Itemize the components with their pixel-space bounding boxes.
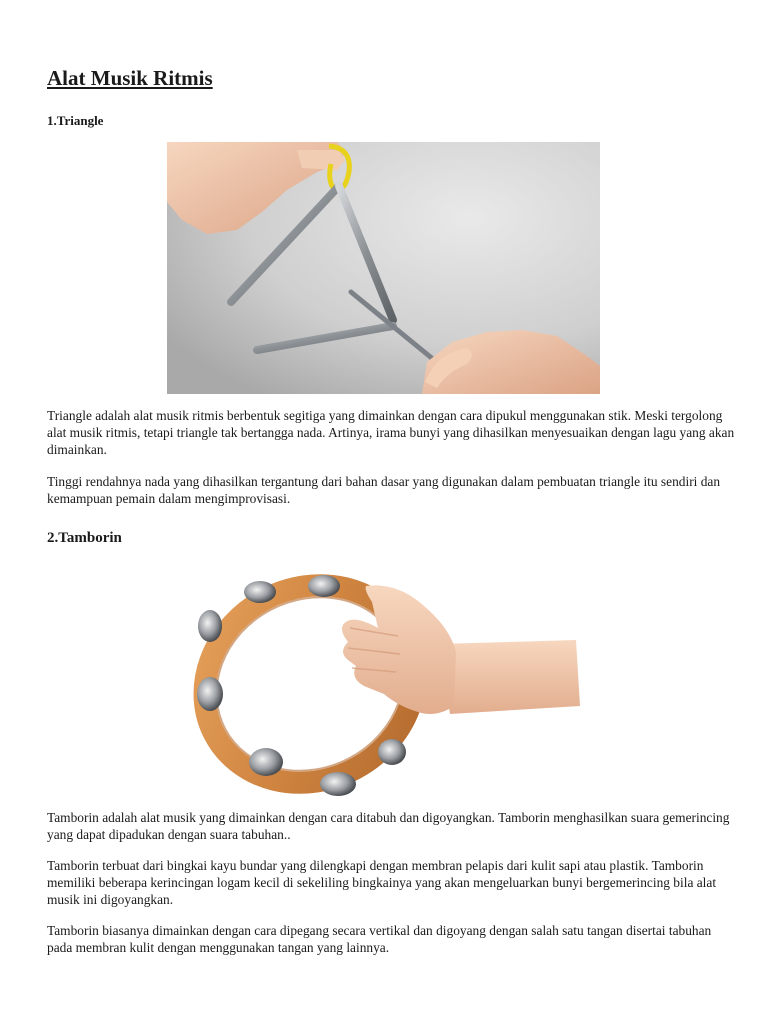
- paragraph-tamborin-1: Tamborin adalah alat musik yang dimainkan dengan cara ditabuh dan digoyangkan. Tamborin menghasilkan suara gemerincing yang dapat dipadukan dengan suara tabuhan..: [47, 810, 730, 842]
- paragraph-tamborin-3: Tamborin biasanya dimainkan dengan cara dipegang secara vertikal dan digoyang dengan salah satu tangan disertai tabuhan pada membran kulit dengan menggunakan tangan yang lainnya.: [47, 923, 712, 955]
- section-heading-triangle: 1.Triangle: [47, 113, 104, 128]
- paragraph-triangle-1: Triangle adalah alat musik ritmis berbentuk segitiga yang dimainkan dengan cara dipukul menggunakan stik. Meski tergolong alat musik ritmis, tetapi triangle tak bertangga nada. Artinya, irama bunyi yang dihasilkan menyesuaikan dengan lagu yang akan dimainkan.: [47, 408, 735, 457]
- tambourine-photo: [188, 566, 580, 798]
- section-heading-tamborin: 2.Tamborin: [47, 530, 122, 546]
- paragraph-tamborin-2: Tamborin terbuat dari bingkai kayu bundar yang dilengkapi dengan membran pelapis dari kulit sapi atau plastik. Tamborin memiliki beberapa kerincingan logam kecil di sekeliling bingkainya yang akan mengeluarkan bunyi bergemerincing bila alat musik ini digoyangkan.: [47, 858, 717, 907]
- paragraph-triangle-2: Tinggi rendahnya nada yang dihasilkan tergantung dari bahan dasar yang digunakan dalam pembuatan triangle itu sendiri dan kemampuan pemain dalam mengimprovisasi.: [47, 474, 721, 506]
- triangle-photo: [167, 142, 600, 394]
- page-title: Alat Musik Ritmis: [47, 66, 213, 90]
